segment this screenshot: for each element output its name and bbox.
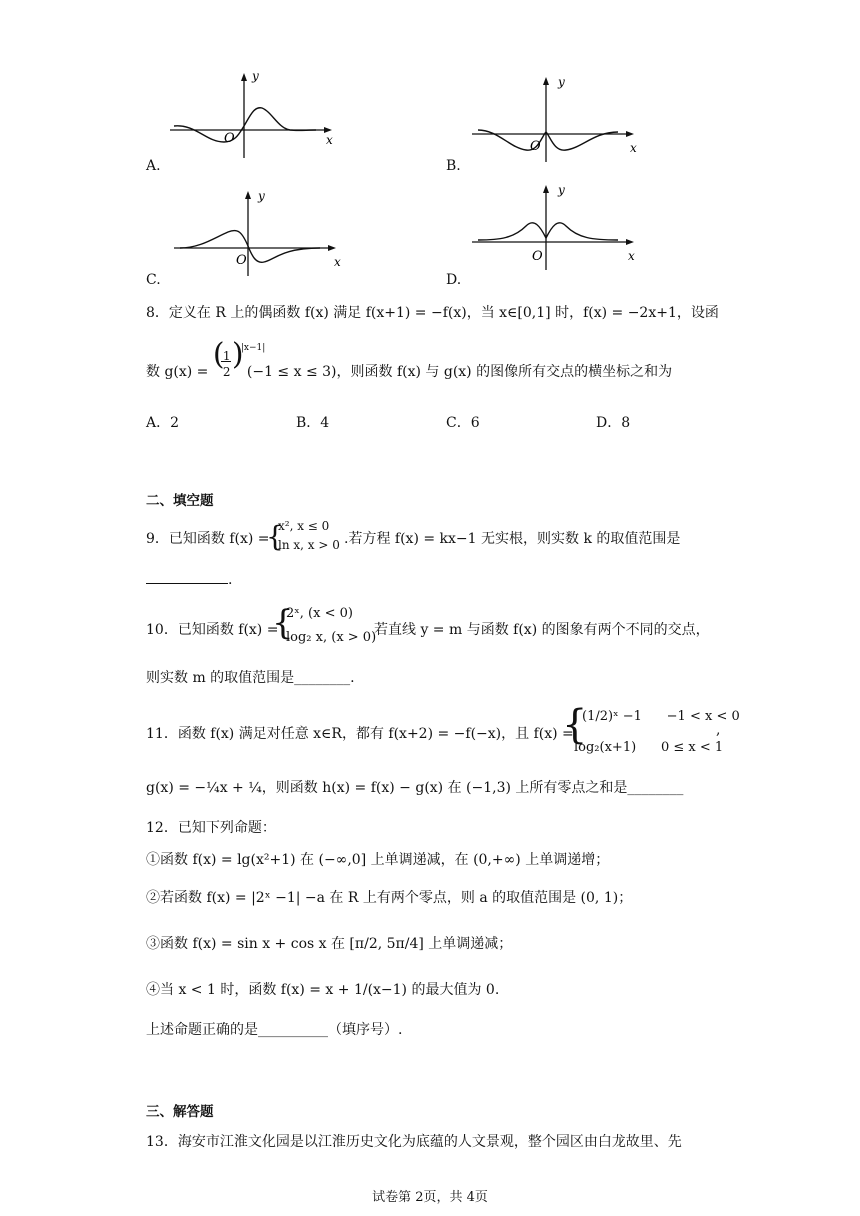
q9-line: 9．已知函数 f(x) =	[146, 531, 270, 547]
q12-item-1: ①函数 f(x) = lg(x²+1) 在 (−∞,0] 上单调递减，在 (0,+∞) 上单调递增；	[146, 852, 610, 868]
svg-text:x: x	[334, 255, 341, 269]
q10-post: 若直线 y = m 与函数 f(x) 的图象有两个不同的交点，	[374, 622, 710, 638]
q10-line2: 则实数 m 的取值范围是________.	[146, 670, 355, 686]
q8-choice-a: A．2	[146, 415, 180, 431]
svg-text:O: O	[532, 249, 543, 264]
q10-brace: {	[272, 603, 294, 643]
q8-line1: 8．定义在 R 上的偶函数 f(x) 满足 f(x+1) = −f(x)，当 x∈[0,1] 时，f(x) = −2x+1，设函	[146, 305, 719, 321]
svg-text:y: y	[258, 189, 265, 203]
svg-text:O: O	[530, 139, 541, 154]
graph-b	[468, 74, 648, 168]
q9-case2: ln x, x > 0	[278, 538, 340, 552]
svg-text:x: x	[628, 249, 635, 263]
section2-title: 二、填空题	[146, 493, 214, 509]
svg-text:x: x	[326, 133, 333, 147]
graph-c-plot	[170, 188, 350, 278]
graph-c	[170, 188, 350, 282]
q12-answer[interactable]: 上述命题正确的是__________（填序号）.	[146, 1022, 403, 1038]
option-b-label: B.	[446, 158, 461, 174]
q9-answer-blank[interactable]: .	[146, 569, 232, 588]
graph-b-plot	[468, 74, 648, 164]
q9-case1: x², x ≤ 0	[278, 519, 330, 533]
option-c-label: C.	[146, 272, 161, 288]
graph-d	[468, 182, 648, 276]
q12-item-3: ③函数 f(x) = sin x + cos x 在 [π/2, 5π/4] 上单调递减；	[146, 936, 513, 952]
q8-choice-c: C．6	[446, 415, 480, 431]
graph-a	[166, 70, 346, 164]
q10-case2: log₂ x, (x > 0)	[286, 630, 377, 645]
q10-case1: 2ˣ, (x < 0)	[286, 606, 353, 621]
section3-title: 三、解答题	[146, 1104, 214, 1120]
q13-text: 13．海安市江淮文化园是以江淮历史文化为底蕴的人文景观，整个园区由白龙故里、先	[146, 1134, 682, 1150]
svg-text:O: O	[224, 131, 235, 146]
q8-choice-d: D．8	[596, 415, 631, 431]
q11-case1: (1/2)ˣ −1 −1 < x < 0	[582, 709, 740, 724]
q12-stem: 12．已知下列命题：	[146, 820, 276, 836]
q11-comma: ,	[716, 722, 721, 738]
q11-brace: {	[562, 702, 588, 748]
q12-item-2: ②若函数 f(x) = |2ˣ −1| −a 在 R 上有两个零点，则 a 的取值范围是 (0, 1)；	[146, 890, 633, 906]
svg-text:y: y	[558, 183, 565, 197]
page-footer: 试卷第 2页，共 4页	[372, 1190, 488, 1205]
q11-line2: g(x) = −¼x + ¼，则函数 h(x) = f(x) − g(x) 在 (−1,3) 上所有零点之和是________	[146, 780, 684, 796]
svg-text:O: O	[236, 253, 247, 268]
q8-choice-b: B．4	[296, 415, 330, 431]
svg-text:x: x	[630, 141, 637, 155]
q11-case2: log₂(x+1) 0 ≤ x < 1	[574, 740, 724, 755]
q8-line2: 数 g(x) = ( 1 2 ) |x−1| (−1 ≤ x ≤ 3)，则函数 f(x) 与 g(x) 的图像所有交点的横坐标之和为	[146, 337, 673, 380]
q9-brace: {	[266, 520, 284, 553]
graph-a-plot	[166, 70, 346, 160]
option-d-label: D.	[446, 272, 462, 288]
option-a-label: A.	[146, 158, 161, 174]
q11-line1: 11．函数 f(x) 满足对任意 x∈R，都有 f(x+2) = −f(−x)，且 f(x) =	[146, 726, 574, 742]
q10-line: 10．已知函数 f(x) =	[146, 622, 279, 638]
graph-d-plot	[468, 182, 648, 272]
svg-text:y: y	[252, 70, 259, 83]
q12-item-4: ④当 x < 1 时，函数 f(x) = x + 1/(x−1) 的最大值为 0.	[146, 982, 500, 998]
q9-post: .若方程 f(x) = kx−1 无实根，则实数 k 的取值范围是	[344, 531, 681, 547]
svg-text:y: y	[558, 75, 565, 89]
